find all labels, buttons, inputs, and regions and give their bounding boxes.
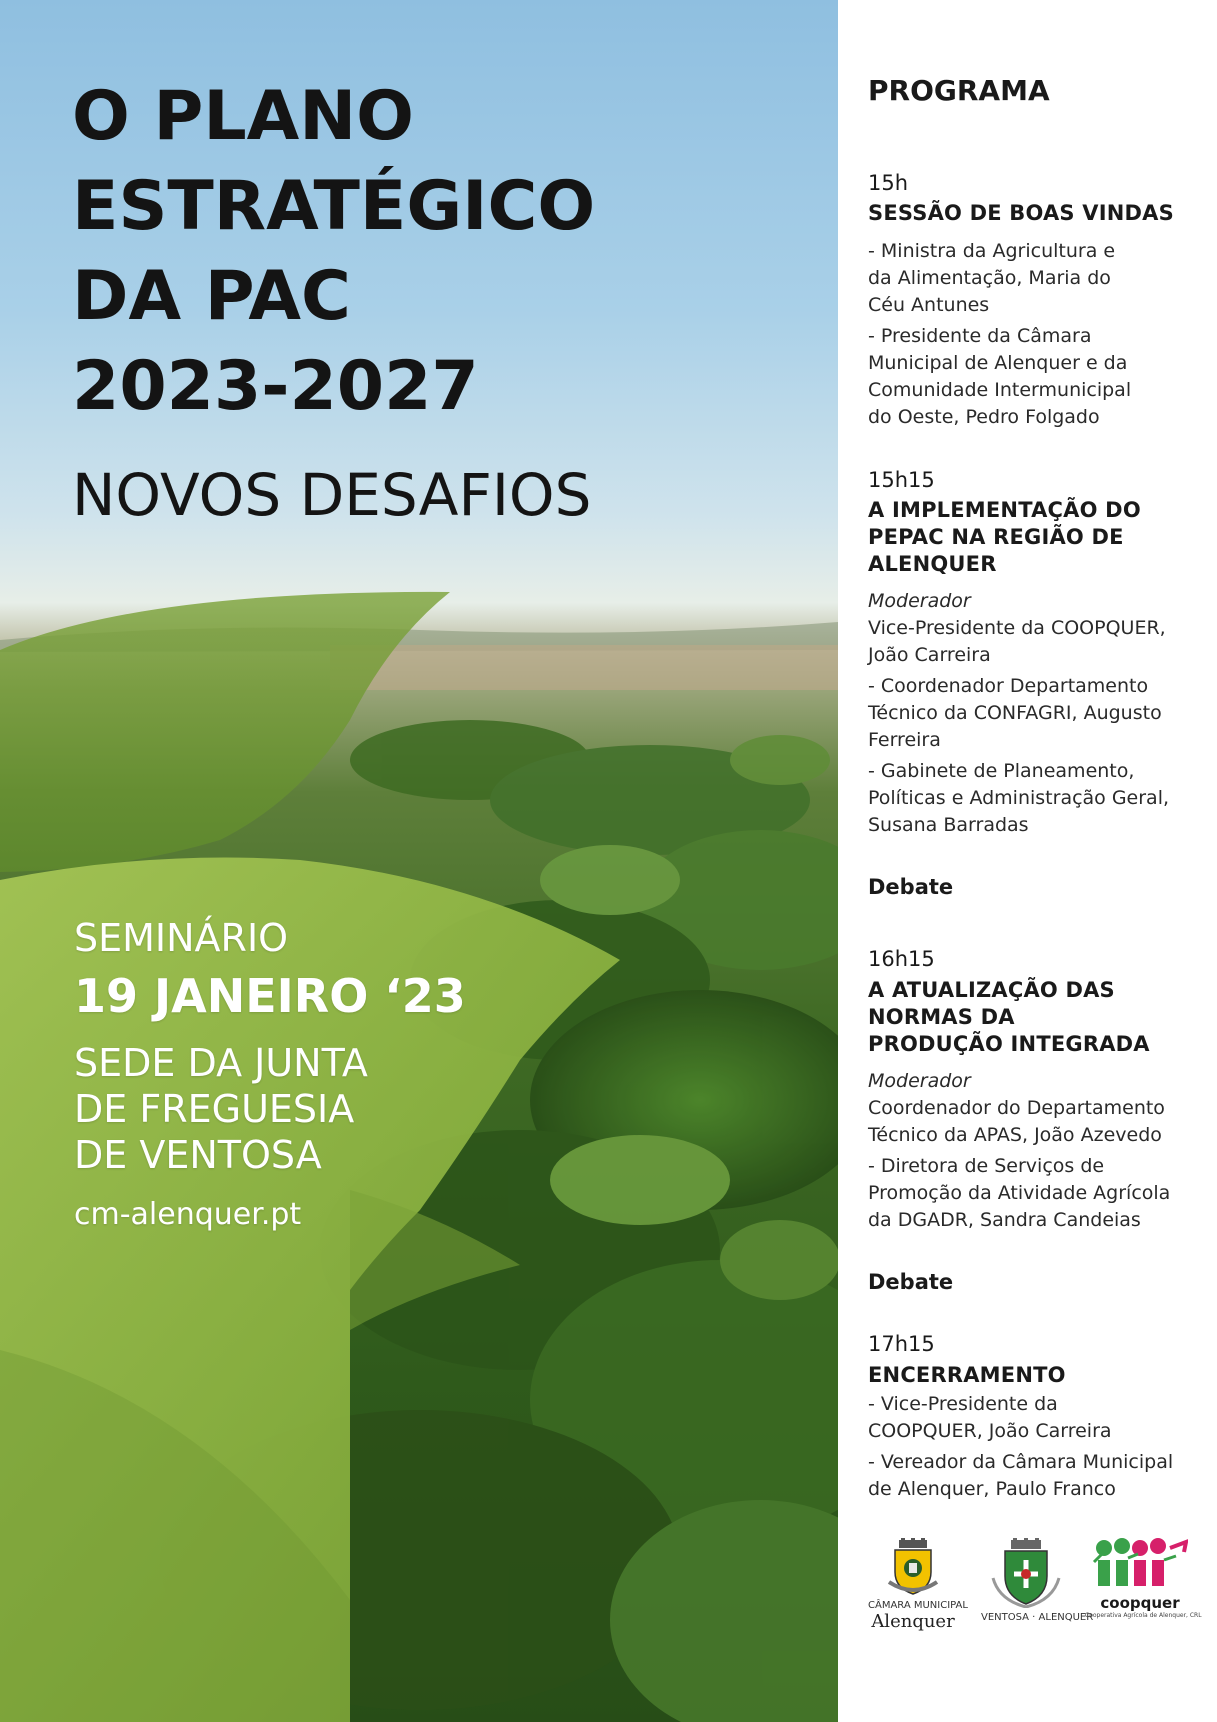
session-4-time: 17h15 bbox=[868, 1332, 935, 1356]
session-4-line: COOPQUER, João Carreira bbox=[868, 1420, 1112, 1442]
session-1-title: SESSÃO DE BOAS VINDAS bbox=[868, 201, 1174, 225]
session-1-line: da Alimentação, Maria do bbox=[868, 267, 1111, 289]
session-3-line: - Diretora de Serviços de bbox=[868, 1155, 1105, 1177]
session-2-line: Ferreira bbox=[868, 729, 941, 751]
session-3-time: 16h15 bbox=[868, 947, 935, 971]
session-2-debate: Debate bbox=[868, 875, 954, 899]
event-place-line-2: DE FREGUESIA bbox=[74, 1087, 355, 1131]
session-4-line: - Vice-Presidente da bbox=[868, 1393, 1058, 1415]
coop-logo-name: coopquer bbox=[1100, 1594, 1180, 1612]
session-2-line: Susana Barradas bbox=[868, 814, 1029, 836]
title-line-2: ESTRATÉGICO bbox=[72, 167, 596, 246]
session-3-line: Promoção da Atividade Agrícola bbox=[868, 1182, 1171, 1204]
program-panel bbox=[838, 0, 1217, 1722]
session-3-line: da DGADR, Sandra Candeias bbox=[868, 1209, 1141, 1231]
camara-alenquer-logo bbox=[868, 1538, 968, 1632]
coopquer-logo bbox=[1085, 1538, 1202, 1619]
coop-logo-sub: Cooperativa Agrícola de Alenquer, CRL bbox=[1085, 1612, 1202, 1619]
session-1-line: Municipal de Alenquer e da bbox=[868, 352, 1128, 374]
session-4-line: - Vereador da Câmara Municipal bbox=[868, 1451, 1174, 1473]
session-1-line: do Oeste, Pedro Folgado bbox=[868, 406, 1100, 428]
event-place-line-3: DE VENTOSA bbox=[74, 1133, 322, 1177]
junta-ventosa-logo bbox=[981, 1538, 1094, 1623]
session-4-title: ENCERRAMENTO bbox=[868, 1363, 1066, 1387]
session-2-moderator-label: Moderador bbox=[868, 590, 971, 612]
session-1-time: 15h bbox=[868, 171, 909, 195]
title-line-1: O PLANO bbox=[72, 77, 414, 156]
event-date: 19 JANEIRO ‘23 bbox=[74, 969, 466, 1023]
session-2-title-line: ALENQUER bbox=[868, 552, 997, 576]
title-line-4: 2023-2027 bbox=[72, 347, 479, 426]
session-3-title-line: NORMAS DA bbox=[868, 1005, 1015, 1029]
program-heading: PROGRAMA bbox=[868, 74, 1050, 107]
parish-crest-icon bbox=[991, 1538, 1061, 1608]
jf-logo-caption: VENTOSA · ALENQUER bbox=[981, 1612, 1094, 1623]
event-website[interactable]: cm-alenquer.pt bbox=[74, 1197, 302, 1232]
session-2-line: Técnico da CONFAGRI, Augusto bbox=[868, 702, 1162, 724]
session-1-line: Comunidade Intermunicipal bbox=[868, 379, 1132, 401]
session-3-moderator-label: Moderador bbox=[868, 1070, 971, 1092]
subtitle: NOVOS DESAFIOS bbox=[72, 461, 592, 529]
session-2-line: - Coordenador Departamento bbox=[868, 675, 1149, 697]
title-line-3: DA PAC bbox=[72, 257, 351, 336]
cm-logo-name: Alenquer bbox=[871, 1611, 955, 1632]
session-3-title-line: A ATUALIZAÇÃO DAS bbox=[868, 978, 1115, 1002]
session-3-line: Coordenador do Departamento bbox=[868, 1097, 1165, 1119]
session-2-line: Políticas e Administração Geral, bbox=[868, 787, 1170, 809]
session-2-line: Vice-Presidente da COOPQUER, bbox=[868, 617, 1166, 639]
session-1-line: Céu Antunes bbox=[868, 294, 990, 316]
session-3-line: Técnico da APAS, João Azevedo bbox=[868, 1124, 1162, 1146]
municipal-crest-icon bbox=[885, 1538, 941, 1596]
session-2-line: João Carreira bbox=[868, 644, 991, 666]
session-1-line: - Presidente da Câmara bbox=[868, 325, 1092, 347]
session-4-line: de Alenquer, Paulo Franco bbox=[868, 1478, 1116, 1500]
session-3-debate: Debate bbox=[868, 1270, 954, 1294]
coopquer-figures-icon bbox=[1092, 1538, 1188, 1590]
session-2-title-line: PEPAC NA REGIÃO DE bbox=[868, 525, 1124, 549]
session-1-line: - Ministra da Agricultura e bbox=[868, 240, 1116, 262]
session-2-time: 15h15 bbox=[868, 468, 935, 492]
event-place-line-1: SEDE DA JUNTA bbox=[74, 1041, 368, 1085]
session-3-title-line: PRODUÇÃO INTEGRADA bbox=[868, 1032, 1150, 1056]
session-2-title-line: A IMPLEMENTAÇÃO DO bbox=[868, 498, 1141, 522]
event-kind: SEMINÁRIO bbox=[74, 916, 289, 960]
cm-logo-caption: CÂMARA MUNICIPAL bbox=[868, 1600, 968, 1611]
session-2-line: - Gabinete de Planeamento, bbox=[868, 760, 1135, 782]
